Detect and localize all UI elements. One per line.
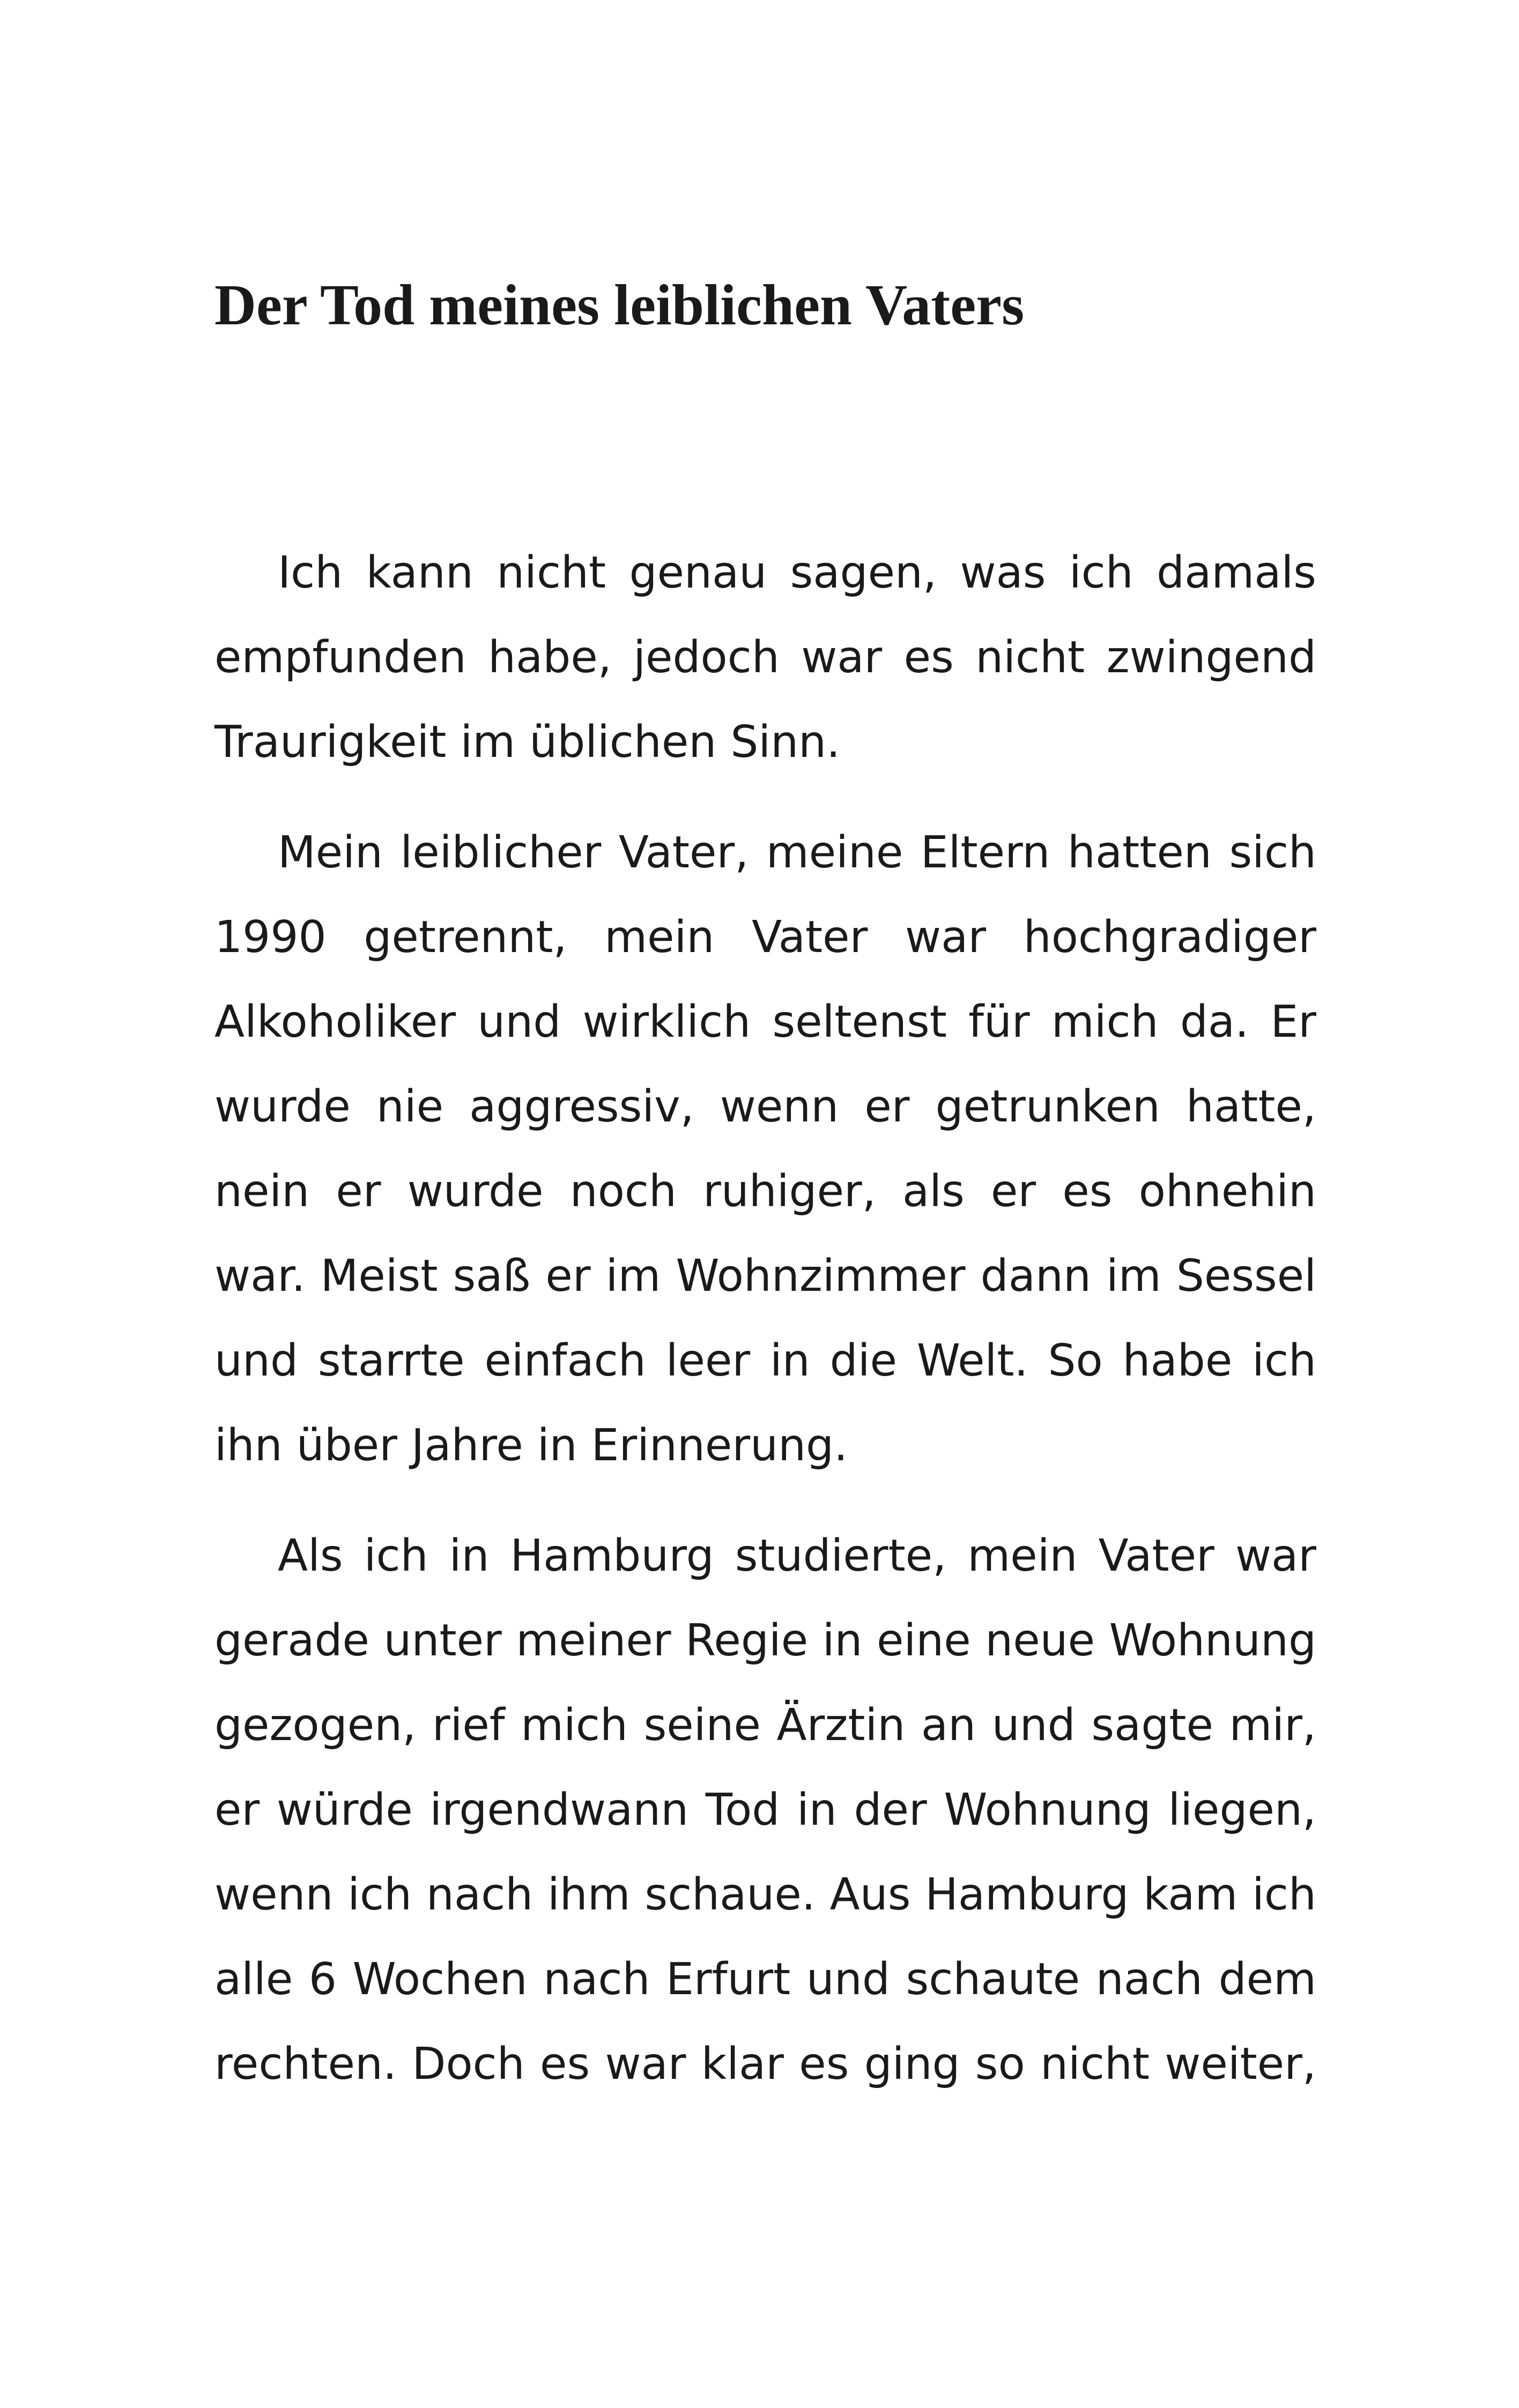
body-text xyxy=(214,531,1316,2132)
paragraph: Ich kann nicht genau sagen, was ich damals empfunden habe, jedoch war es nicht zwingend Traurigkeit im üblichen Sinn. xyxy=(214,547,1316,768)
paragraph: Als ich in Hamburg studierte, mein Vater war gerade unter meiner Regie in eine neue Wohnung gezogen, rief mich seine Ärztin an und sagte mir, er würde irgendwann Tod in der Wohnung liegen, wenn ich nach ihm schaue. Aus Hamburg kam ich alle 6 Wochen nach Erfurt und schaute nach dem rechten. Doch es war klar es ging so nicht weiter, xyxy=(214,1530,1316,2090)
chapter-title: Der Tod meines leiblichen Vaters xyxy=(214,273,1025,337)
paragraph: Mein leiblicher Vater, meine Eltern hatten sich 1990 getrennt, mein Vater war hochgradiger Alkoholiker und wirklich seltenst für mich da. Er wurde nie aggressiv, wenn er getrunken hatte, nein er wurde noch ruhiger, als er es ohnehin war. Meist saß er im Wohnzimmer dann im Sessel und starrte einfach leer in die Welt. So habe ich ihn über Jahre in Erinnerung. xyxy=(214,827,1316,1471)
